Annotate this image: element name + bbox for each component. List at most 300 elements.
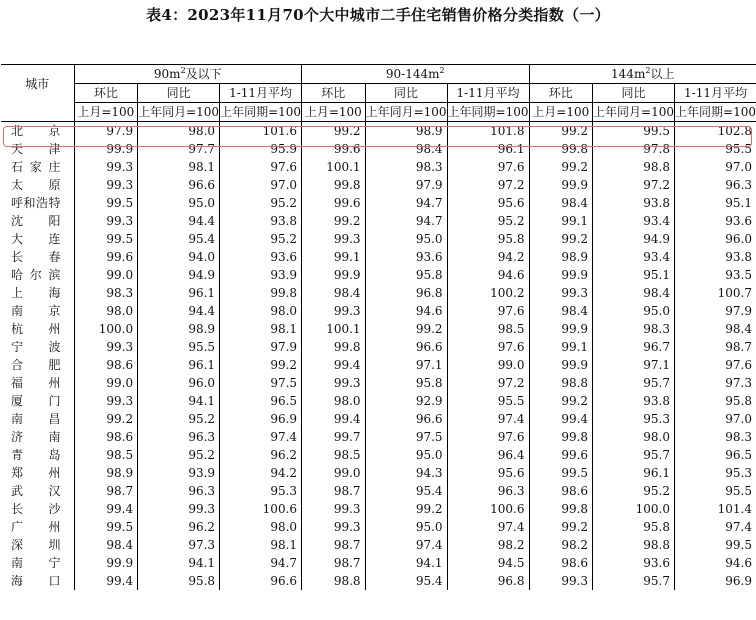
index-value: 98.4 bbox=[529, 302, 593, 320]
index-value: 96.7 bbox=[593, 338, 675, 356]
index-value: 98.7 bbox=[74, 482, 138, 500]
index-value: 98.4 bbox=[302, 284, 366, 302]
index-value: 99.8 bbox=[529, 140, 593, 158]
index-value: 95.0 bbox=[365, 518, 447, 536]
index-value: 98.4 bbox=[675, 320, 756, 338]
index-value: 99.2 bbox=[529, 122, 593, 141]
index-value: 93.8 bbox=[675, 248, 756, 266]
index-value: 99.1 bbox=[302, 248, 366, 266]
index-value: 93.8 bbox=[220, 212, 302, 230]
index-value: 98.5 bbox=[447, 320, 529, 338]
index-value: 98.0 bbox=[302, 392, 366, 410]
index-value: 96.3 bbox=[675, 176, 756, 194]
index-value: 99.9 bbox=[74, 140, 138, 158]
index-value: 99.4 bbox=[302, 410, 366, 428]
index-value: 98.1 bbox=[220, 536, 302, 554]
index-value: 100.0 bbox=[74, 320, 138, 338]
group-header-large: $144m^2$以上 bbox=[529, 65, 756, 84]
index-value: 94.0 bbox=[138, 248, 220, 266]
city-name: 厦门 bbox=[11, 394, 61, 408]
index-value: 96.1 bbox=[593, 464, 675, 482]
index-value: 94.1 bbox=[365, 554, 447, 572]
index-value: 95.0 bbox=[593, 302, 675, 320]
index-value: 96.2 bbox=[220, 446, 302, 464]
index-value: 98.4 bbox=[529, 194, 593, 212]
index-value: 98.9 bbox=[74, 464, 138, 482]
index-value: 100.7 bbox=[675, 284, 756, 302]
index-value: 99.2 bbox=[529, 392, 593, 410]
index-value: 94.9 bbox=[593, 230, 675, 248]
index-value: 97.6 bbox=[447, 302, 529, 320]
index-value: 95.2 bbox=[138, 446, 220, 464]
index-value: 95.3 bbox=[593, 410, 675, 428]
subcol-header: 1-11月平均 bbox=[447, 84, 529, 103]
index-value: 93.6 bbox=[365, 248, 447, 266]
table-row bbox=[1, 356, 756, 374]
index-value: 93.5 bbox=[675, 266, 756, 284]
index-value: 98.8 bbox=[593, 158, 675, 176]
index-value: 95.4 bbox=[138, 230, 220, 248]
city-name: 宁波 bbox=[11, 340, 61, 354]
index-value: 99.9 bbox=[529, 356, 593, 374]
index-value: 100.6 bbox=[220, 500, 302, 518]
index-value: 97.4 bbox=[220, 428, 302, 446]
header-row-groups bbox=[1, 65, 756, 84]
index-value: 97.2 bbox=[447, 374, 529, 392]
city-name: 海口 bbox=[11, 574, 61, 588]
index-value: 95.5 bbox=[138, 338, 220, 356]
index-value: 97.2 bbox=[593, 176, 675, 194]
index-value: 95.8 bbox=[447, 230, 529, 248]
city-name: 哈尔滨 bbox=[11, 268, 61, 282]
city-name: 沈阳 bbox=[11, 214, 61, 228]
index-value: 98.2 bbox=[447, 536, 529, 554]
table-row bbox=[1, 410, 756, 428]
index-value: 99.4 bbox=[74, 500, 138, 518]
index-value: 95.7 bbox=[593, 374, 675, 392]
index-value: 95.3 bbox=[220, 482, 302, 500]
index-value: 99.6 bbox=[74, 248, 138, 266]
table-body bbox=[1, 122, 756, 591]
index-value: 100.2 bbox=[447, 284, 529, 302]
price-index-table bbox=[1, 64, 756, 590]
index-value: 97.2 bbox=[447, 176, 529, 194]
index-value: 95.1 bbox=[675, 194, 756, 212]
table-row bbox=[1, 284, 756, 302]
index-value: 98.8 bbox=[593, 536, 675, 554]
index-value: 99.3 bbox=[302, 374, 366, 392]
index-value: 95.8 bbox=[593, 518, 675, 536]
index-value: 95.5 bbox=[675, 482, 756, 500]
index-value: 98.7 bbox=[302, 536, 366, 554]
index-value: 101.6 bbox=[220, 122, 302, 141]
index-value: 93.4 bbox=[593, 248, 675, 266]
index-value: 98.5 bbox=[302, 446, 366, 464]
index-value: 98.8 bbox=[529, 374, 593, 392]
index-value: 99.0 bbox=[74, 374, 138, 392]
index-value: 94.1 bbox=[138, 554, 220, 572]
index-value: 98.3 bbox=[593, 320, 675, 338]
index-value: 96.8 bbox=[447, 572, 529, 590]
index-value: 99.8 bbox=[220, 284, 302, 302]
index-value: 95.7 bbox=[593, 446, 675, 464]
city-name: 广州 bbox=[11, 520, 61, 534]
subcol-header: 环比 bbox=[529, 84, 593, 103]
table-row bbox=[1, 266, 756, 284]
index-value: 98.3 bbox=[74, 284, 138, 302]
index-value: 97.3 bbox=[138, 536, 220, 554]
city-name: 北京 bbox=[11, 124, 61, 138]
index-value: 99.3 bbox=[302, 230, 366, 248]
index-value: 99.3 bbox=[138, 500, 220, 518]
header-row-subcols bbox=[1, 84, 756, 103]
index-value: 98.1 bbox=[138, 158, 220, 176]
index-value: 94.1 bbox=[138, 392, 220, 410]
index-value: 99.3 bbox=[74, 176, 138, 194]
index-value: 96.6 bbox=[365, 410, 447, 428]
city-name: 大连 bbox=[11, 232, 61, 246]
index-value: 94.4 bbox=[138, 212, 220, 230]
group-header-small: $90m^2$及以下 bbox=[74, 65, 301, 84]
city-name: 长春 bbox=[11, 250, 61, 264]
index-value: 95.0 bbox=[365, 446, 447, 464]
base-header: 上年同月=100 bbox=[138, 103, 220, 122]
index-value: 95.8 bbox=[675, 392, 756, 410]
table-row bbox=[1, 464, 756, 482]
city-name: 南京 bbox=[11, 304, 61, 318]
index-value: 94.7 bbox=[365, 212, 447, 230]
index-value: 97.6 bbox=[675, 356, 756, 374]
index-value: 100.1 bbox=[302, 320, 366, 338]
index-value: 99.9 bbox=[529, 176, 593, 194]
index-value: 93.6 bbox=[220, 248, 302, 266]
index-value: 95.0 bbox=[365, 230, 447, 248]
table-row bbox=[1, 500, 756, 518]
index-value: 98.3 bbox=[675, 428, 756, 446]
table-row bbox=[1, 122, 756, 141]
index-value: 95.8 bbox=[365, 374, 447, 392]
index-value: 99.3 bbox=[74, 212, 138, 230]
table-row bbox=[1, 338, 756, 356]
table-row bbox=[1, 194, 756, 212]
city-name: 石家庄 bbox=[11, 160, 61, 174]
index-value: 97.9 bbox=[74, 122, 138, 141]
city-name: 上海 bbox=[11, 286, 61, 300]
subcol-header: 同比 bbox=[593, 84, 675, 103]
index-value: 96.6 bbox=[138, 176, 220, 194]
table-row bbox=[1, 230, 756, 248]
index-value: 97.9 bbox=[365, 176, 447, 194]
index-value: 94.3 bbox=[365, 464, 447, 482]
index-value: 99.3 bbox=[302, 518, 366, 536]
index-value: 99.5 bbox=[675, 536, 756, 554]
index-value: 98.6 bbox=[529, 482, 593, 500]
index-value: 98.7 bbox=[302, 554, 366, 572]
index-value: 97.4 bbox=[447, 410, 529, 428]
index-value: 98.0 bbox=[593, 428, 675, 446]
index-value: 102.8 bbox=[675, 122, 756, 141]
index-value: 97.3 bbox=[675, 374, 756, 392]
index-value: 97.9 bbox=[675, 302, 756, 320]
index-value: 97.6 bbox=[220, 158, 302, 176]
index-value: 95.7 bbox=[593, 572, 675, 590]
index-value: 99.2 bbox=[365, 500, 447, 518]
table-row bbox=[1, 302, 756, 320]
table-row bbox=[1, 374, 756, 392]
table-row bbox=[1, 428, 756, 446]
index-value: 99.3 bbox=[529, 284, 593, 302]
index-value: 97.0 bbox=[675, 158, 756, 176]
index-value: 97.9 bbox=[220, 338, 302, 356]
index-value: 94.7 bbox=[220, 554, 302, 572]
city-name: 济南 bbox=[11, 430, 61, 444]
base-header: 上年同期=100 bbox=[447, 103, 529, 122]
index-value: 95.0 bbox=[138, 194, 220, 212]
index-value: 99.8 bbox=[302, 338, 366, 356]
index-value: 97.5 bbox=[365, 428, 447, 446]
index-value: 94.6 bbox=[675, 554, 756, 572]
index-value: 95.4 bbox=[365, 572, 447, 590]
index-value: 99.9 bbox=[302, 266, 366, 284]
index-value: 95.2 bbox=[138, 410, 220, 428]
index-value: 98.2 bbox=[529, 536, 593, 554]
index-value: 96.1 bbox=[138, 284, 220, 302]
index-value: 95.1 bbox=[593, 266, 675, 284]
subcol-header: 1-11月平均 bbox=[220, 84, 302, 103]
index-value: 98.7 bbox=[302, 482, 366, 500]
index-value: 97.6 bbox=[447, 428, 529, 446]
table-row bbox=[1, 518, 756, 536]
index-value: 97.0 bbox=[675, 410, 756, 428]
base-header: 上月=100 bbox=[302, 103, 366, 122]
index-value: 98.9 bbox=[138, 320, 220, 338]
index-value: 99.3 bbox=[74, 158, 138, 176]
index-value: 95.2 bbox=[593, 482, 675, 500]
header-row-bases bbox=[1, 103, 756, 122]
index-value: 96.9 bbox=[220, 410, 302, 428]
index-value: 100.1 bbox=[302, 158, 366, 176]
index-value: 99.6 bbox=[302, 194, 366, 212]
city-name: 郑州 bbox=[11, 466, 61, 480]
subcol-header: 同比 bbox=[138, 84, 220, 103]
city-name: 南昌 bbox=[11, 412, 61, 426]
index-value: 95.2 bbox=[220, 194, 302, 212]
index-value: 99.5 bbox=[74, 230, 138, 248]
index-value: 99.8 bbox=[302, 176, 366, 194]
city-name: 杭州 bbox=[11, 322, 61, 336]
index-value: 97.7 bbox=[138, 140, 220, 158]
index-value: 96.2 bbox=[138, 518, 220, 536]
index-value: 95.5 bbox=[675, 140, 756, 158]
index-value: 93.9 bbox=[220, 266, 302, 284]
index-value: 99.1 bbox=[529, 212, 593, 230]
index-value: 99.5 bbox=[74, 194, 138, 212]
index-value: 97.8 bbox=[593, 140, 675, 158]
index-value: 93.6 bbox=[675, 212, 756, 230]
index-value: 96.3 bbox=[138, 482, 220, 500]
index-value: 101.4 bbox=[675, 500, 756, 518]
index-value: 100.0 bbox=[593, 500, 675, 518]
index-value: 94.6 bbox=[447, 266, 529, 284]
index-value: 97.6 bbox=[447, 158, 529, 176]
subcol-header: 1-11月平均 bbox=[675, 84, 756, 103]
index-value: 99.6 bbox=[302, 140, 366, 158]
city-header-spacer bbox=[1, 103, 74, 122]
index-value: 97.6 bbox=[447, 338, 529, 356]
table-row bbox=[1, 320, 756, 338]
index-value: 93.8 bbox=[593, 392, 675, 410]
index-value: 95.6 bbox=[447, 464, 529, 482]
table-row bbox=[1, 248, 756, 266]
index-value: 94.4 bbox=[138, 302, 220, 320]
base-header: 上年同月=100 bbox=[593, 103, 675, 122]
subcol-header: 环比 bbox=[302, 84, 366, 103]
index-value: 98.6 bbox=[74, 356, 138, 374]
index-value: 94.2 bbox=[447, 248, 529, 266]
index-value: 95.9 bbox=[220, 140, 302, 158]
index-value: 96.5 bbox=[220, 392, 302, 410]
table-row bbox=[1, 176, 756, 194]
city-name: 太原 bbox=[11, 178, 61, 192]
index-value: 99.8 bbox=[529, 428, 593, 446]
index-value: 95.3 bbox=[675, 464, 756, 482]
index-value: 94.5 bbox=[447, 554, 529, 572]
index-value: 98.8 bbox=[302, 572, 366, 590]
index-value: 95.2 bbox=[447, 212, 529, 230]
index-value: 98.6 bbox=[74, 428, 138, 446]
index-value: 99.2 bbox=[365, 320, 447, 338]
index-value: 98.9 bbox=[365, 122, 447, 141]
city-name: 天津 bbox=[11, 142, 61, 156]
index-value: 96.6 bbox=[220, 572, 302, 590]
index-value: 99.2 bbox=[302, 212, 366, 230]
index-value: 95.2 bbox=[220, 230, 302, 248]
index-value: 96.3 bbox=[138, 428, 220, 446]
index-value: 99.9 bbox=[529, 320, 593, 338]
index-value: 96.6 bbox=[365, 338, 447, 356]
base-header: 上年同期=100 bbox=[220, 103, 302, 122]
index-value: 99.2 bbox=[529, 158, 593, 176]
table-row bbox=[1, 140, 756, 158]
index-value: 99.4 bbox=[74, 572, 138, 590]
index-value: 93.9 bbox=[138, 464, 220, 482]
index-value: 95.5 bbox=[447, 392, 529, 410]
index-value: 98.4 bbox=[593, 284, 675, 302]
index-value: 94.2 bbox=[220, 464, 302, 482]
index-value: 96.3 bbox=[447, 482, 529, 500]
index-value: 94.7 bbox=[365, 194, 447, 212]
index-value: 95.8 bbox=[365, 266, 447, 284]
index-value: 100.6 bbox=[447, 500, 529, 518]
index-value: 96.9 bbox=[675, 572, 756, 590]
index-value: 97.0 bbox=[220, 176, 302, 194]
index-value: 93.6 bbox=[593, 554, 675, 572]
base-header: 上年同期=100 bbox=[675, 103, 756, 122]
index-value: 96.1 bbox=[138, 356, 220, 374]
index-value: 99.9 bbox=[74, 554, 138, 572]
index-value: 99.2 bbox=[302, 122, 366, 141]
index-value: 99.3 bbox=[302, 302, 366, 320]
table-row bbox=[1, 536, 756, 554]
table-title: 表4：2023年11月70个大中城市二手住宅销售价格分类指数（一） bbox=[146, 6, 610, 24]
index-value: 99.0 bbox=[302, 464, 366, 482]
city-name: 长沙 bbox=[11, 502, 61, 516]
index-value: 95.6 bbox=[447, 194, 529, 212]
index-value: 96.0 bbox=[138, 374, 220, 392]
index-value: 96.8 bbox=[365, 284, 447, 302]
index-value: 99.9 bbox=[529, 266, 593, 284]
index-value: 99.0 bbox=[447, 356, 529, 374]
index-value: 98.0 bbox=[220, 302, 302, 320]
index-value: 99.4 bbox=[302, 356, 366, 374]
index-value: 99.5 bbox=[74, 518, 138, 536]
index-value: 98.0 bbox=[74, 302, 138, 320]
index-value: 98.6 bbox=[529, 554, 593, 572]
index-value: 98.4 bbox=[365, 140, 447, 158]
group-header-medium: $90-144m^2$ bbox=[302, 65, 529, 84]
base-header: 上月=100 bbox=[74, 103, 138, 122]
index-value: 94.6 bbox=[365, 302, 447, 320]
index-value: 97.1 bbox=[365, 356, 447, 374]
index-value: 99.3 bbox=[302, 500, 366, 518]
table-row bbox=[1, 572, 756, 590]
index-value: 98.9 bbox=[529, 248, 593, 266]
index-value: 99.3 bbox=[74, 392, 138, 410]
index-value: 96.4 bbox=[447, 446, 529, 464]
city-name: 福州 bbox=[11, 376, 61, 390]
index-value: 99.3 bbox=[529, 572, 593, 590]
index-value: 96.5 bbox=[675, 446, 756, 464]
table-row bbox=[1, 446, 756, 464]
table-row bbox=[1, 482, 756, 500]
index-value: 99.2 bbox=[220, 356, 302, 374]
table-row bbox=[1, 212, 756, 230]
index-value: 101.8 bbox=[447, 122, 529, 141]
city-column-header: 城市 bbox=[1, 65, 74, 103]
index-value: 99.6 bbox=[529, 446, 593, 464]
index-value: 97.4 bbox=[675, 518, 756, 536]
index-value: 98.4 bbox=[74, 536, 138, 554]
index-value: 98.0 bbox=[220, 518, 302, 536]
base-header: 上年同月=100 bbox=[365, 103, 447, 122]
table-row bbox=[1, 392, 756, 410]
index-value: 94.9 bbox=[138, 266, 220, 284]
base-header: 上月=100 bbox=[529, 103, 593, 122]
city-name: 合肥 bbox=[11, 358, 61, 372]
index-value: 98.3 bbox=[365, 158, 447, 176]
city-name: 呼和浩特 bbox=[11, 196, 61, 210]
index-value: 96.1 bbox=[447, 140, 529, 158]
index-value: 97.5 bbox=[220, 374, 302, 392]
index-value: 99.0 bbox=[74, 266, 138, 284]
index-value: 99.7 bbox=[302, 428, 366, 446]
index-value: 92.9 bbox=[365, 392, 447, 410]
index-value: 93.4 bbox=[593, 212, 675, 230]
index-value: 99.2 bbox=[529, 518, 593, 536]
index-value: 95.4 bbox=[365, 482, 447, 500]
index-value: 98.0 bbox=[138, 122, 220, 141]
city-name: 青岛 bbox=[11, 448, 61, 462]
index-value: 99.4 bbox=[529, 410, 593, 428]
index-value: 97.1 bbox=[593, 356, 675, 374]
index-value: 97.4 bbox=[365, 536, 447, 554]
index-value: 99.1 bbox=[529, 338, 593, 356]
city-name: 深圳 bbox=[11, 538, 61, 552]
subcol-header: 环比 bbox=[74, 84, 138, 103]
index-value: 98.7 bbox=[675, 338, 756, 356]
index-value: 95.8 bbox=[138, 572, 220, 590]
table-row bbox=[1, 158, 756, 176]
